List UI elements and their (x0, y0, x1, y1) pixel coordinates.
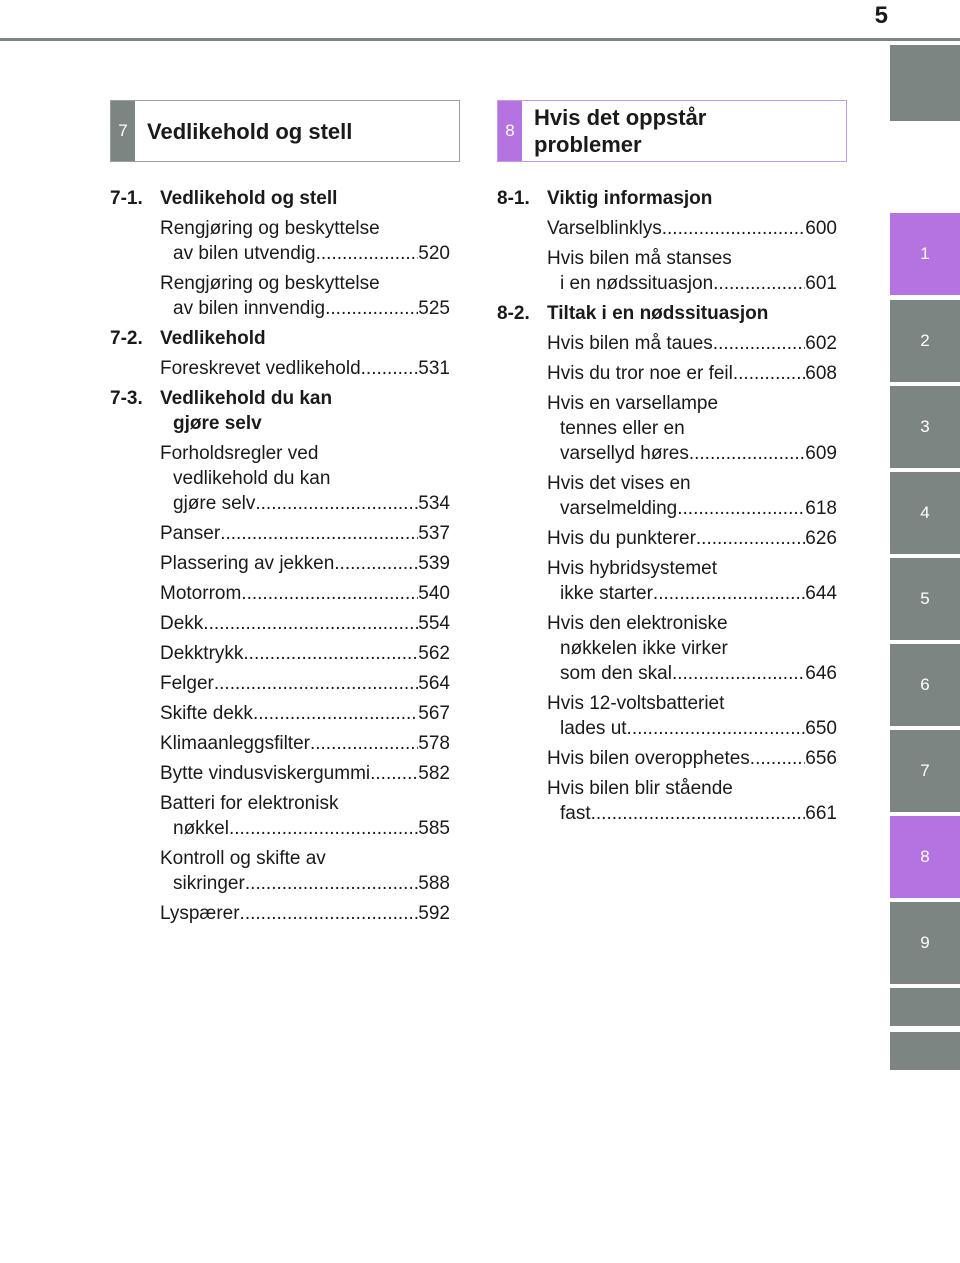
toc-entry-text: Hvis en varsellampe (547, 393, 719, 414)
toc-entry[interactable] (497, 216, 837, 241)
toc-page-number: 661 (805, 803, 837, 824)
toc-entry-text: nøkkelen ikke virker (560, 638, 728, 659)
toc-page-number: 540 (418, 583, 450, 604)
toc-page-number: 531 (418, 358, 450, 379)
toc-entry-text: Hvis den elektroniske (547, 613, 728, 634)
dot-leader (316, 241, 419, 266)
toc-page-number: 539 (418, 553, 450, 574)
toc-entry-text: Batteri for elektronisk (160, 793, 339, 814)
toc-entry[interactable] (497, 471, 837, 521)
subsection-code: 7-3. (110, 388, 143, 409)
chapter-tab[interactable]: 9 (890, 902, 960, 984)
dot-leader (220, 521, 418, 546)
toc-entry-text: varselmelding (560, 498, 678, 519)
toc-page-number: 656 (805, 748, 837, 769)
toc-entry[interactable] (110, 701, 450, 726)
subsection-code: 7-1. (110, 188, 143, 209)
toc-page-number: 609 (805, 443, 837, 464)
dot-leader (672, 661, 805, 686)
subsection-code: 8-2. (497, 303, 530, 324)
toc-entry[interactable] (497, 246, 837, 296)
toc-entry-text: Dekk (160, 613, 204, 634)
toc-entry-text: som den skal (560, 663, 672, 684)
dot-leader (361, 356, 419, 381)
dot-leader (240, 901, 419, 926)
toc-entry[interactable] (497, 611, 837, 686)
section-7-header[interactable] (110, 100, 460, 162)
dot-leader (243, 641, 418, 666)
toc-entry-text: Hvis bilen må taues (547, 333, 713, 354)
page-number: 5 (874, 2, 888, 29)
toc-entry[interactable] (110, 641, 450, 666)
toc-entry-text: Foreskrevet vedlikehold (160, 358, 361, 379)
subsection-heading[interactable] (497, 186, 837, 211)
dot-leader (653, 581, 805, 606)
chapter-tab[interactable]: 8 (890, 816, 960, 898)
toc-entry-text: sikringer (173, 873, 245, 894)
chapter-tab[interactable]: 1 (890, 213, 960, 295)
toc-entry-text: Dekktrykk (160, 643, 244, 664)
dot-leader (255, 491, 418, 516)
toc-entry-text: vedlikehold du kan (173, 468, 331, 489)
toc-entry-text: Lyspærer (160, 903, 240, 924)
toc-page-number: 534 (418, 493, 450, 514)
toc-column-7 (110, 186, 450, 931)
toc-entry[interactable] (497, 331, 837, 356)
chapter-tab-top[interactable] (890, 45, 960, 121)
toc-entry-text: av bilen utvendig (173, 243, 316, 264)
toc-column-8 (497, 186, 837, 831)
dot-leader (229, 816, 418, 841)
dot-leader (334, 551, 418, 576)
toc-entry-text: Bytte vindusviskergummi (160, 763, 371, 784)
toc-entry-text: varsellyd høres (560, 443, 689, 464)
toc-entry-text: Hvis hybridsystemet (547, 558, 717, 579)
toc-entry-text: Panser (160, 523, 221, 544)
toc-entry[interactable] (110, 521, 450, 546)
dot-leader (662, 216, 806, 241)
chapter-tabs (890, 0, 960, 1263)
subsection-title-line: Viktig informasjon (547, 188, 713, 209)
toc-page-number: 650 (805, 718, 837, 739)
dot-leader (310, 731, 418, 756)
subsection-heading[interactable] (110, 326, 450, 351)
toc-entry[interactable] (110, 356, 450, 381)
chapter-tab[interactable]: 2 (890, 300, 960, 382)
subsection-title-line: gjøre selv (173, 413, 262, 434)
toc-entry[interactable] (497, 556, 837, 606)
toc-entry-text: Hvis det vises en (547, 473, 691, 494)
toc-entry-text: Hvis du punkterer (547, 528, 696, 549)
toc-entry[interactable] (110, 901, 450, 926)
toc-page-number: 525 (418, 298, 450, 319)
toc-page-number: 592 (418, 903, 450, 924)
toc-page-number: 537 (418, 523, 450, 544)
toc-page-number: 588 (418, 873, 450, 894)
top-rule (0, 38, 960, 41)
toc-entry[interactable] (110, 731, 450, 756)
subsection-title (547, 186, 712, 211)
section-8-header[interactable] (497, 100, 847, 162)
toc-entry[interactable] (110, 761, 450, 786)
toc-entry[interactable] (497, 361, 837, 386)
toc-page-number: 562 (418, 643, 450, 664)
subsection-heading[interactable] (110, 186, 450, 211)
toc-entry-text: Hvis du tror noe er feil (547, 363, 733, 384)
toc-entry[interactable] (110, 671, 450, 696)
section-8-title-line: Hvis det oppstår (534, 105, 707, 130)
dot-leader (370, 761, 418, 786)
toc-entry[interactable] (110, 611, 450, 636)
toc-entry-text: gjøre selv (173, 493, 256, 514)
subsection-title (160, 186, 337, 211)
toc-page-number: 646 (805, 663, 837, 684)
toc-entry-text: nøkkel (173, 818, 229, 839)
dot-leader (713, 331, 806, 356)
toc-entry[interactable] (110, 846, 450, 896)
toc-entry-text: Plassering av jekken (160, 553, 335, 574)
subsection-title (160, 326, 266, 351)
toc-page-number: 608 (805, 363, 837, 384)
dot-leader (214, 671, 418, 696)
toc-entry-text: Skifte dekk (160, 703, 253, 724)
toc-entry-text: Felger (160, 673, 214, 694)
subsection-code: 7-2. (110, 328, 143, 349)
chapter-tab[interactable] (890, 1032, 960, 1070)
toc-page-number: 564 (418, 673, 450, 694)
dot-leader (713, 271, 805, 296)
subsection-title (547, 301, 768, 326)
toc-entry-text: tennes eller en (560, 418, 685, 439)
dot-leader (750, 746, 806, 771)
toc-entry[interactable] (110, 551, 450, 576)
subsection-heading[interactable] (110, 386, 450, 436)
subsection-title-line: Vedlikehold du kan (160, 388, 333, 409)
section-8-title (522, 104, 706, 158)
toc-entry[interactable] (497, 526, 837, 551)
toc-entry-text: fast (560, 803, 591, 824)
toc-entry-text: i en nødssituasjon (560, 273, 714, 294)
toc-entry-text: Forholdsregler ved (160, 443, 319, 464)
toc-page-number: 644 (805, 583, 837, 604)
toc-entry-text: Varselblinklys (547, 218, 662, 239)
toc-entry[interactable] (110, 581, 450, 606)
toc-entry-text: Rengjøring og beskyttelse (160, 273, 380, 294)
toc-entry[interactable] (497, 691, 837, 741)
dot-leader (253, 701, 418, 726)
toc-page-number: 578 (418, 733, 450, 754)
subsection-title-line: Tiltak i en nødssituasjon (547, 303, 769, 324)
dot-leader (677, 496, 805, 521)
subsection-title (160, 386, 332, 436)
toc-entry-text: Hvis 12-voltsbatteriet (547, 693, 725, 714)
toc-entry[interactable] (110, 216, 450, 266)
section-8-title-line: problemer (534, 132, 642, 157)
dot-leader (241, 581, 418, 606)
toc-page-number: 601 (805, 273, 837, 294)
dot-leader (689, 441, 805, 466)
toc-entry-text: Hvis bilen overopphetes (547, 748, 750, 769)
toc-page-number: 602 (805, 333, 837, 354)
dot-leader (696, 526, 805, 551)
dot-leader (245, 871, 418, 896)
chapter-tab[interactable]: 4 (890, 472, 960, 554)
toc-entry[interactable] (497, 391, 837, 466)
toc-page-number: 582 (418, 763, 450, 784)
toc-entry[interactable] (110, 791, 450, 841)
toc-entry-text: lades ut (560, 718, 627, 739)
dot-leader (325, 296, 418, 321)
toc-page-number: 585 (418, 818, 450, 839)
toc-entry-text: av bilen innvendig (173, 298, 326, 319)
section-7-title: Vedlikehold og stell (147, 118, 353, 144)
chapter-tab[interactable]: 7 (890, 730, 960, 812)
chapter-tab[interactable]: 3 (890, 386, 960, 468)
section-8-number: 8 (498, 101, 522, 161)
toc-page-number: 626 (805, 528, 837, 549)
chapter-tab[interactable]: 6 (890, 644, 960, 726)
dot-leader (203, 611, 418, 636)
toc-entry-text: Rengjøring og beskyttelse (160, 218, 380, 239)
subsection-title-line: Vedlikehold og stell (160, 188, 338, 209)
subsection-title-line: Vedlikehold (160, 328, 266, 349)
toc-page-number: 554 (418, 613, 450, 634)
toc-entry-text: Hvis bilen blir stående (547, 778, 733, 799)
chapter-tab[interactable] (890, 988, 960, 1026)
subsection-heading[interactable] (497, 301, 837, 326)
dot-leader (733, 361, 805, 386)
toc-entry[interactable] (110, 271, 450, 321)
toc-page-number: 618 (805, 498, 837, 519)
toc-entry-text: Klimaanleggsfilter (160, 733, 310, 754)
toc-entry[interactable] (110, 441, 450, 516)
subsection-code: 8-1. (497, 188, 530, 209)
dot-leader (627, 716, 806, 741)
toc-entry-text: ikke starter (560, 583, 653, 604)
toc-page-number: 520 (418, 243, 450, 264)
toc-entry-text: Motorrom (160, 583, 242, 604)
toc-page-number: 600 (805, 218, 837, 239)
toc-entry[interactable] (497, 776, 837, 826)
toc-entry-text: Hvis bilen må stanses (547, 248, 732, 269)
toc-page-number: 567 (418, 703, 450, 724)
toc-entry-text: Kontroll og skifte av (160, 848, 326, 869)
section-7-number: 7 (111, 101, 135, 161)
chapter-tab[interactable]: 5 (890, 558, 960, 640)
dot-leader (591, 801, 806, 826)
toc-entry[interactable] (497, 746, 837, 771)
